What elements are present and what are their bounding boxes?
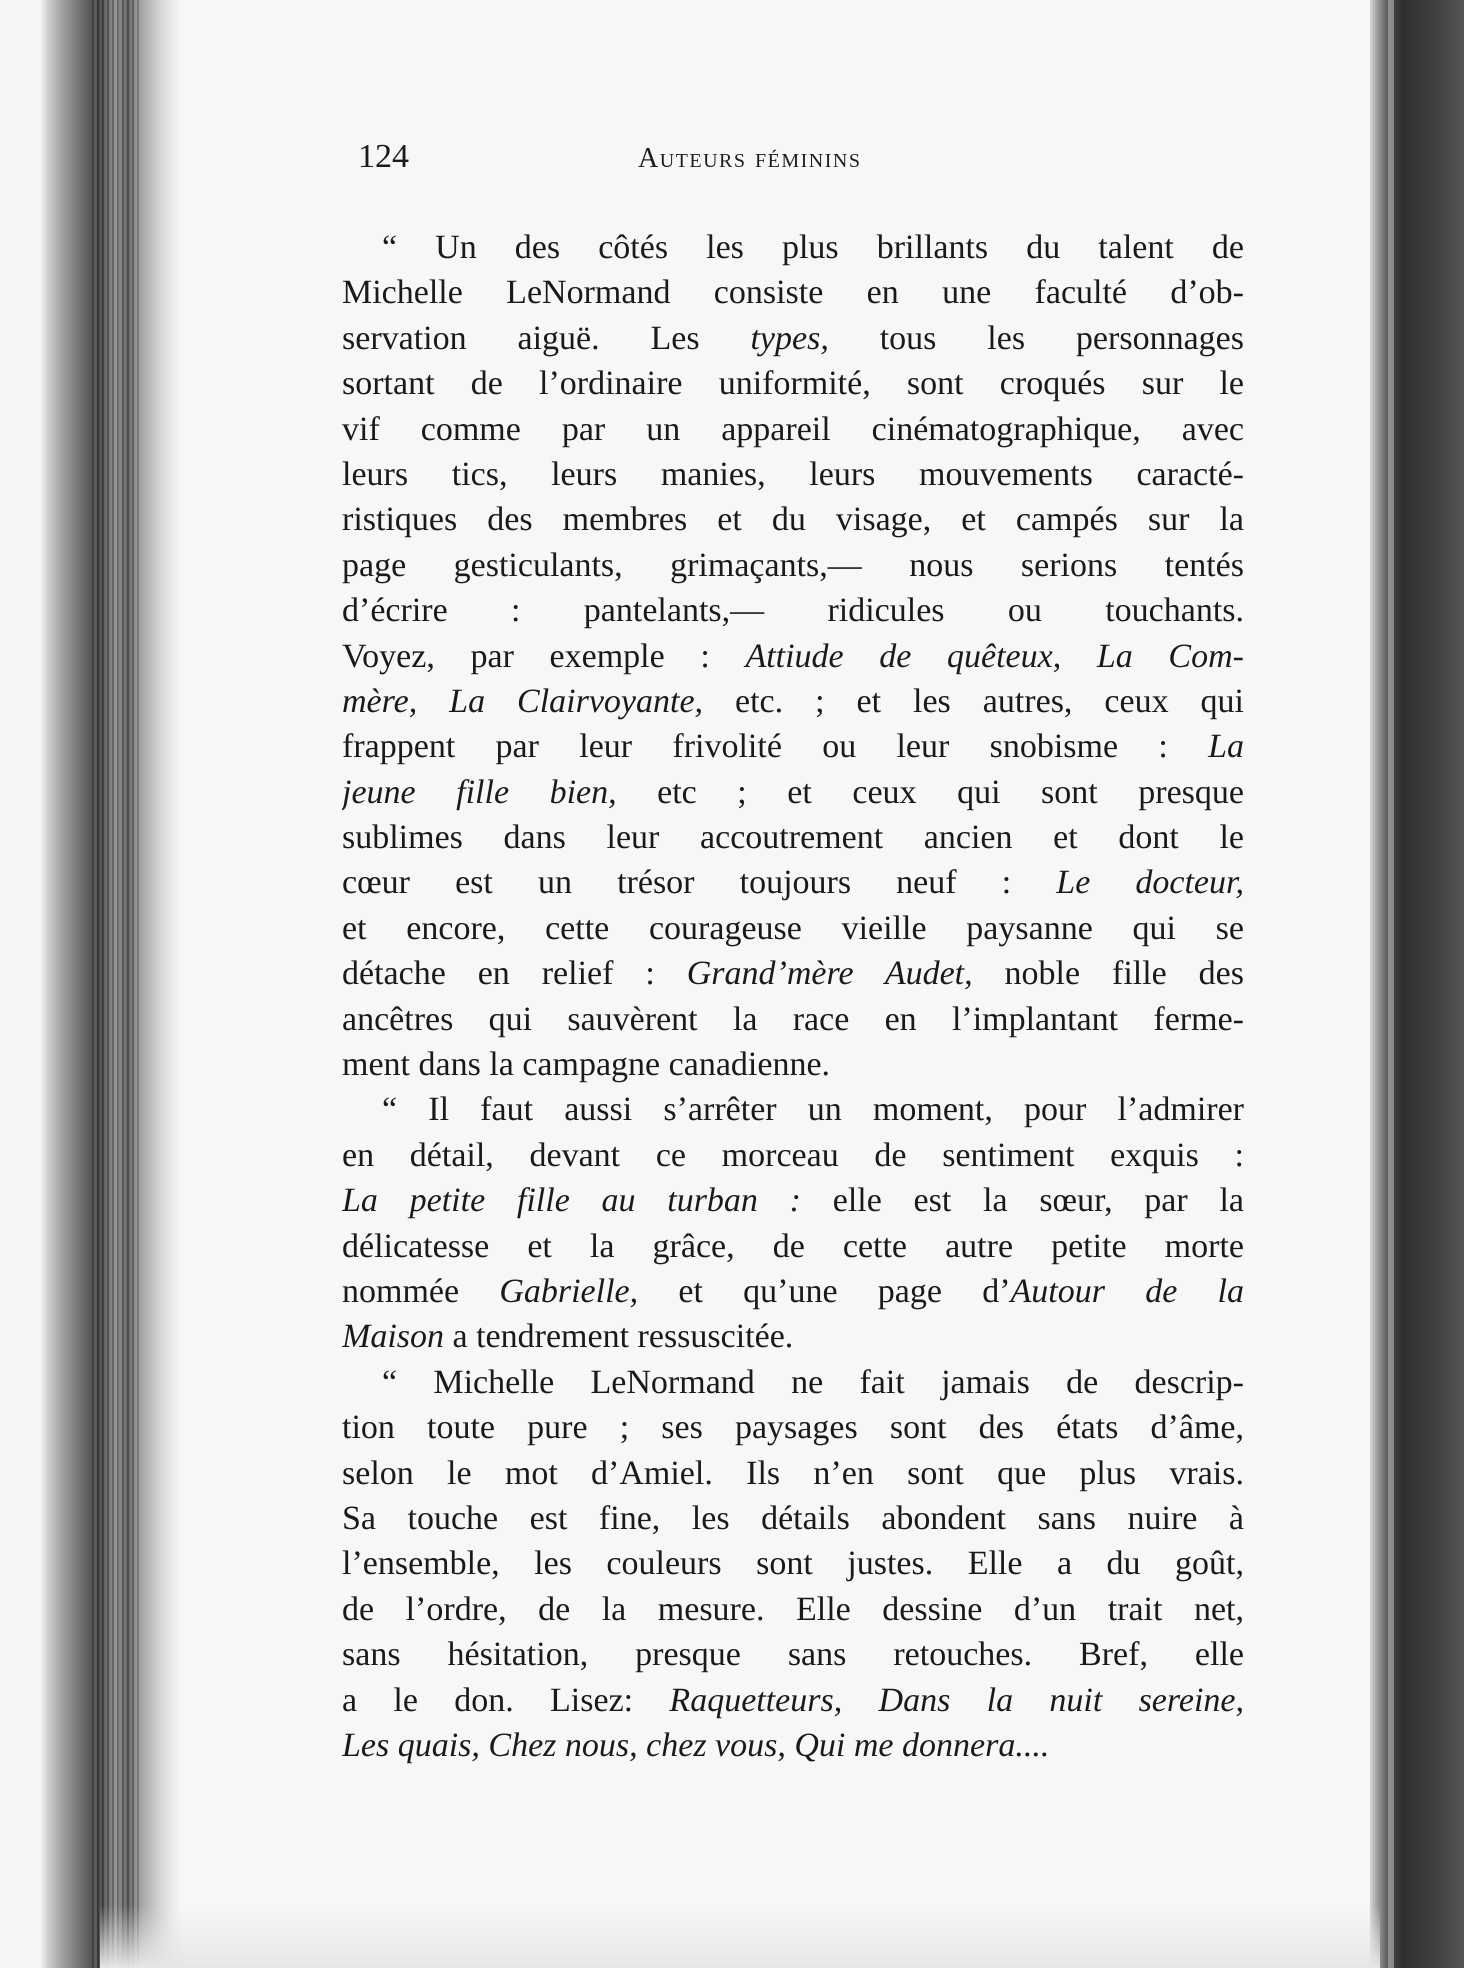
text-line: [342, 1133, 1244, 1178]
text-run: nommée: [342, 1272, 500, 1310]
text-line: [342, 1496, 1244, 1541]
text-run: elle est la sœur, par la: [801, 1182, 1244, 1220]
text-line: [342, 1678, 1244, 1723]
text-line: [342, 634, 1244, 679]
text-run: en détail, devant ce morceau de sentiment exquis :: [342, 1136, 1244, 1174]
text-line: [342, 588, 1244, 633]
italic-title-text: Attiude de quêteux, La Com-: [745, 637, 1244, 675]
text-run: vif comme par un appareil cinématographique, avec: [342, 410, 1244, 448]
text-line: [342, 1405, 1244, 1450]
text-run: a le don. Lisez:: [342, 1681, 670, 1719]
text-run: sublimes dans leur accoutrement ancien et dont le: [342, 819, 1244, 857]
text-line: [342, 497, 1244, 542]
page-header: [358, 137, 1358, 187]
text-line: [342, 1632, 1244, 1677]
running-title: Auteurs féminins: [638, 143, 862, 174]
text-line: [342, 1541, 1244, 1586]
text-run: détache en relief :: [342, 955, 687, 993]
text-run: tion toute pure ; ses paysages sont des états d’âme,: [342, 1409, 1244, 1447]
text-run: “ Un des côtés les plus brillants du talent de: [382, 229, 1244, 266]
italic-title-text: jeune fille bien,: [342, 773, 617, 811]
text-run: Sa touche est fine, les détails abondent sans nuire à: [342, 1499, 1244, 1537]
text-line: [342, 1587, 1244, 1632]
italic-title-text: La petite fille au turban :: [342, 1182, 801, 1220]
text-run: frappent par leur frivolité ou leur snobisme :: [342, 728, 1209, 766]
text-line: [342, 316, 1244, 361]
text-run: sortant de l’ordinaire uniformité, sont croqués sur le: [342, 365, 1244, 403]
italic-title-text: mère, La Clairvoyante,: [342, 682, 704, 720]
text-line: [342, 770, 1244, 815]
page-number: 124: [358, 138, 409, 175]
text-line: [342, 951, 1244, 996]
text-run: tous les personnages: [828, 319, 1244, 357]
text-line: [342, 407, 1244, 452]
text-run: noble fille des: [972, 955, 1244, 993]
text-line: [342, 1314, 1244, 1359]
text-line: [342, 679, 1244, 724]
italic-title-text: Le docteur,: [1056, 864, 1244, 902]
italic-title-text: Raquetteurs, Dans la nuit sereine,: [669, 1681, 1244, 1719]
text-run: ristiques des membres et du visage, et campés sur la: [342, 501, 1244, 539]
text-line: [342, 1723, 1244, 1768]
paragraph: [342, 225, 1244, 1087]
text-run: de l’ordre, de la mesure. Elle dessine d’un trait net,: [342, 1590, 1244, 1628]
text-run: cœur est un trésor toujours neuf :: [342, 864, 1057, 902]
text-line: [342, 1224, 1244, 1269]
text-line: [342, 452, 1244, 497]
text-line: [342, 1087, 1244, 1132]
italic-title-text: Autour de la: [1010, 1272, 1244, 1310]
body-text: [342, 225, 1244, 1768]
text-run: sans hésitation, presque sans retouches. Bref, elle: [342, 1636, 1244, 1674]
paragraph: [342, 1087, 1244, 1359]
text-line: [342, 543, 1244, 588]
text-run: Voyez, par exemple :: [342, 637, 746, 675]
text-run: selon le mot d’Amiel. Ils n’en sont que plus vrais.: [342, 1454, 1244, 1492]
text-run: d’écrire : pantelants,— ridicules ou touchants.: [342, 592, 1244, 630]
paragraph: [342, 1360, 1244, 1769]
text-run: leurs tics, leurs manies, leurs mouvements caracté-: [342, 455, 1244, 493]
text-line: [342, 270, 1244, 315]
text-run: a tendrement ressuscitée.: [444, 1318, 794, 1356]
text-line: [342, 724, 1244, 769]
text-run: etc. ; et les autres, ceux qui: [703, 682, 1244, 720]
text-run: servation aiguë. Les: [342, 319, 751, 357]
text-run: page gesticulants, grimaçants,— nous serions tentés: [342, 546, 1244, 584]
text-line: [342, 815, 1244, 860]
italic-title-text: Les quais, Chez nous, chez vous, Qui me donnera....: [342, 1726, 1050, 1764]
page-bottom-shadow: [100, 1905, 1380, 1968]
text-line: [342, 906, 1244, 951]
italic-title-text: types,: [750, 319, 829, 357]
italic-title-text: Maison: [342, 1318, 444, 1356]
italic-title-text: La: [1208, 728, 1244, 766]
text-line: [342, 225, 1244, 270]
text-run: délicatesse et la grâce, de cette autre petite morte: [342, 1227, 1244, 1265]
text-run: etc ; et ceux qui sont presque: [616, 773, 1244, 811]
italic-title-text: Grand’mère Audet,: [686, 955, 973, 993]
text-line: [342, 860, 1244, 905]
text-run: Michelle LeNormand consiste en une faculté d’ob-: [342, 274, 1244, 312]
text-line: [342, 1451, 1244, 1496]
book-edge-right: [1370, 0, 1464, 1968]
italic-title-text: Gabrielle,: [499, 1272, 639, 1310]
text-run: “ Michelle LeNormand ne fait jamais de descrip-: [382, 1363, 1244, 1401]
book-page-edges-left: [0, 0, 180, 1968]
text-line: [342, 997, 1244, 1042]
text-line: [342, 1042, 1244, 1087]
text-run: ment dans la campagne canadienne.: [342, 1046, 831, 1084]
text-run: et qu’une page d’: [638, 1272, 1011, 1310]
text-line: [342, 1360, 1244, 1405]
text-run: et encore, cette courageuse vieille paysanne qui se: [342, 909, 1244, 947]
text-run: l’ensemble, les couleurs sont justes. Elle a du goût,: [342, 1545, 1244, 1583]
text-line: [342, 361, 1244, 406]
text-line: [342, 1269, 1244, 1314]
text-line: [342, 1178, 1244, 1223]
text-run: “ Il faut aussi s’arrêter un moment, pour l’admirer: [382, 1091, 1244, 1129]
text-run: ancêtres qui sauvèrent la race en l’implantant ferme-: [342, 1000, 1244, 1038]
